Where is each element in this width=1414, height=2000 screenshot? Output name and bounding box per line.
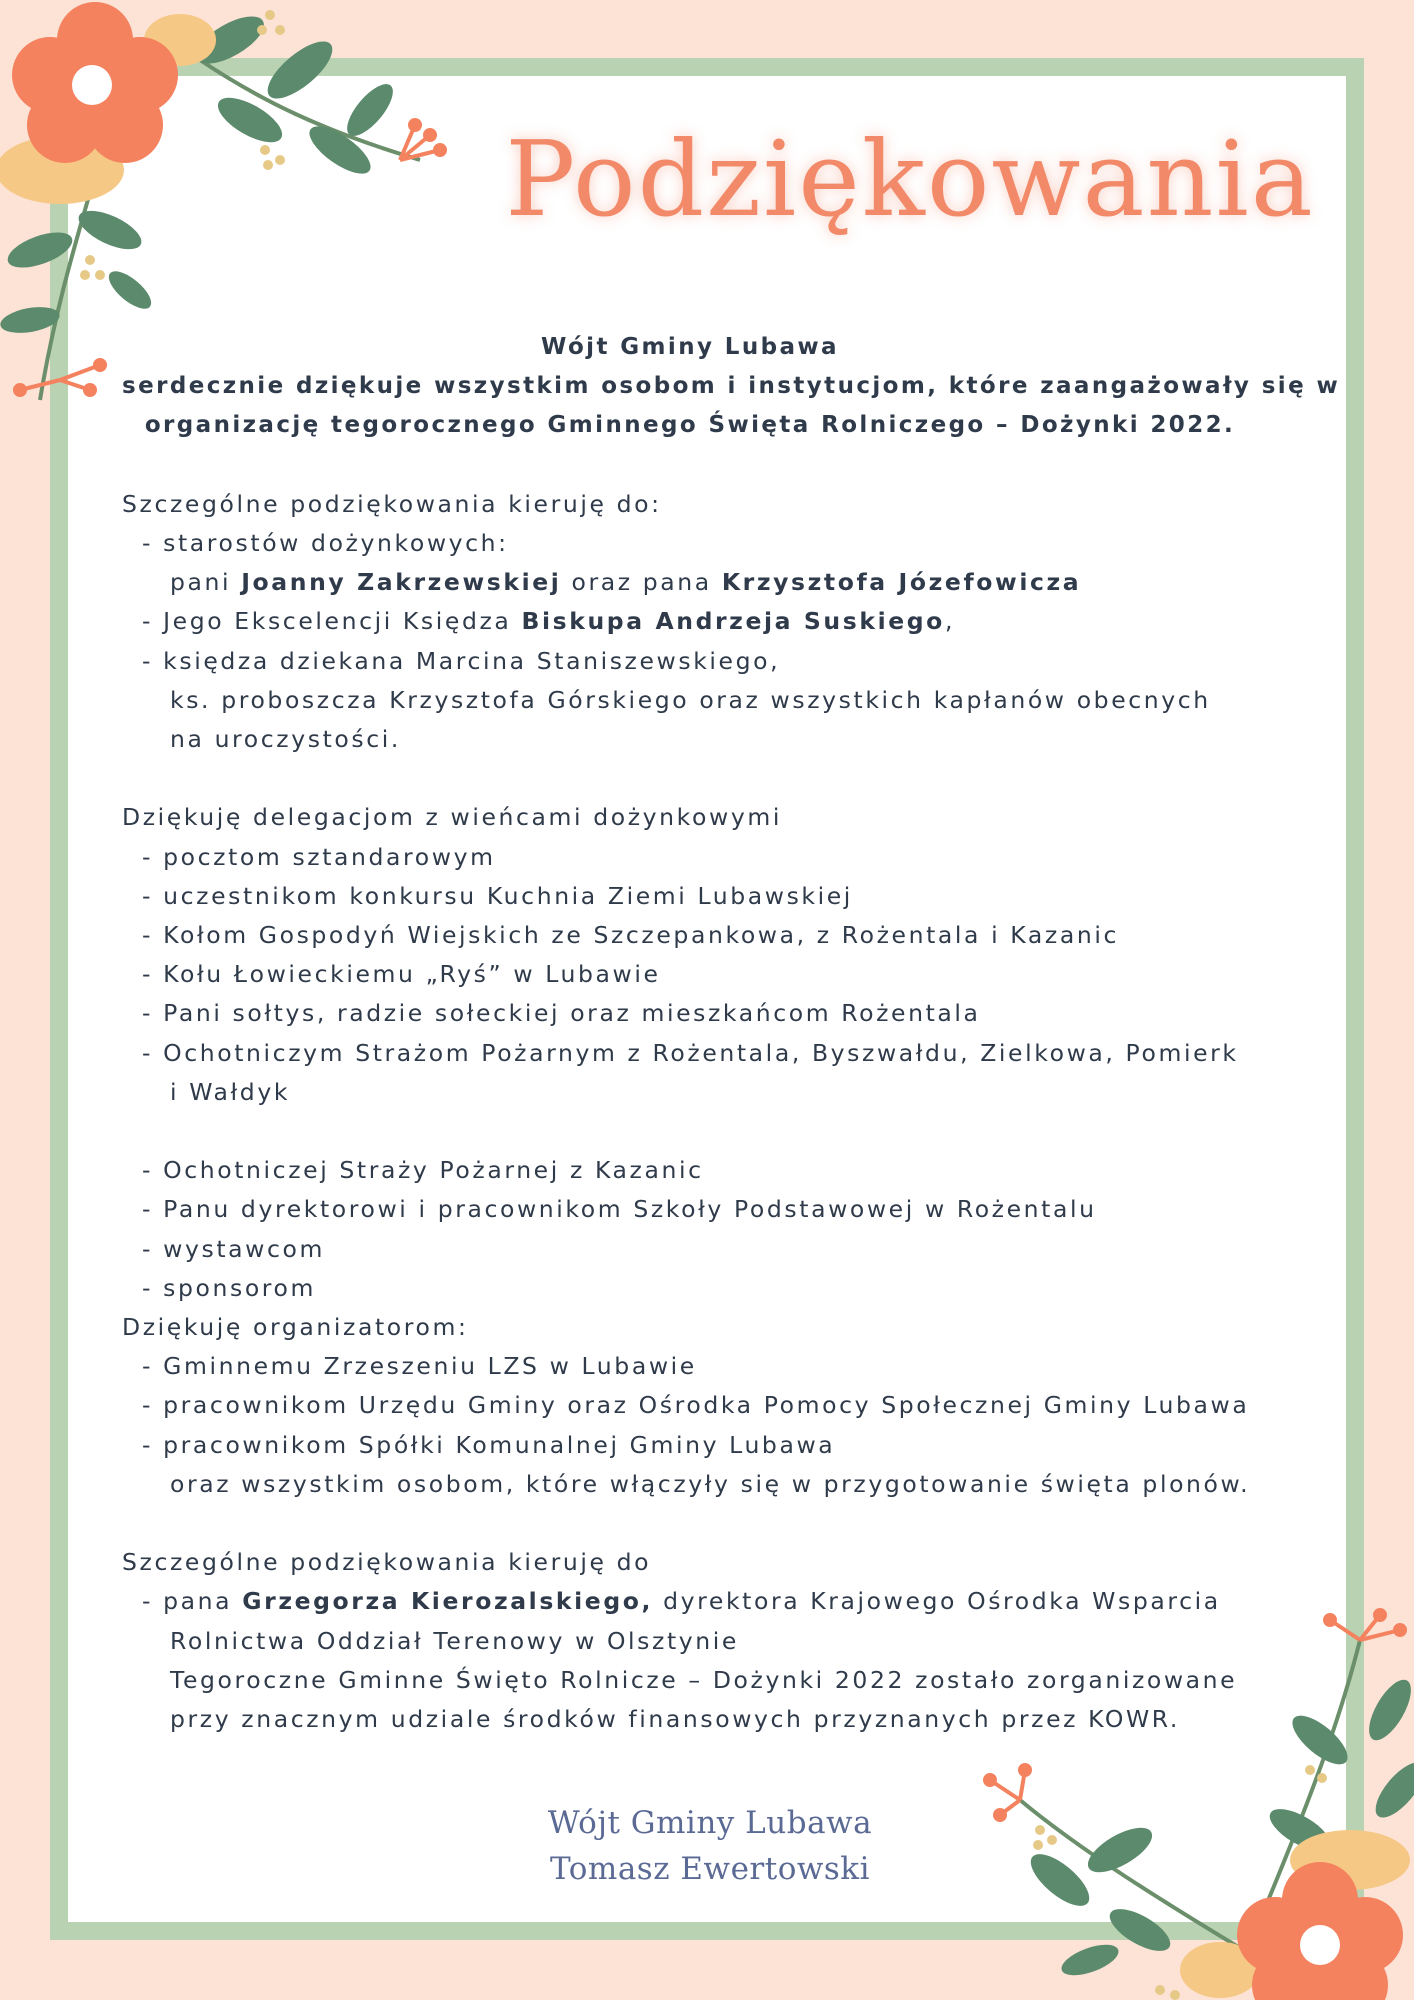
section-heading: Dziękuję delegacjom z wieńcami dożynkowymi <box>122 803 782 832</box>
list-item-continuation: przy znacznym udziale środków finansowych przyznanych przez KOWR. <box>170 1705 1180 1734</box>
list-item: - Kołom Gospodyń Wiejskich ze Szczepankowa, z Rożentala i Kazanic <box>142 921 1119 950</box>
list-item: - Ochotniczej Straży Pożarnej z Kazanic <box>142 1156 704 1185</box>
list-item: - Kołu Łowieckiemu „Ryś” w Lubawie <box>142 960 661 989</box>
letter-body <box>122 328 1341 1739</box>
intro-line: organizację tegorocznego Gminnego Święta Rolniczego – Dożynki 2022. <box>144 412 1236 439</box>
list-item: - pana Grzegorza Kierozalskiego, dyrektora Krajowego Ośrodka Wsparcia <box>142 1587 1221 1616</box>
list-item: - starostów dożynkowych: <box>142 529 509 557</box>
intro-line: serdecznie dziękuje wszystkim osobom i instytucjom, które zaangażowały się w <box>122 373 1341 400</box>
list-item: - Ochotniczym Strażom Pożarnym z Rożentala, Byszwałdu, Zielkowa, Pomierk <box>142 1038 1239 1067</box>
person-name: Krzysztofa Józefowicza <box>721 568 1082 597</box>
list-item-continuation: oraz wszystkim osobom, które włączyły się w przygotowanie święta plonów. <box>170 1469 1251 1498</box>
list-item: - Jego Ekscelencji Księdza Biskupa Andrzeja Suskiego, <box>142 607 956 636</box>
list-item-continuation: i Wałdyk <box>170 1077 291 1106</box>
list-item: - sponsorom <box>142 1273 317 1302</box>
list-item: - pocztom sztandarowym <box>142 842 496 871</box>
list-item-continuation: Tegoroczne Gminne Święto Rolnicze – Dożynki 2022 zostało zorganizowane <box>170 1665 1238 1694</box>
section-heading: Szczególne podziękowania kieruję do <box>122 1548 652 1577</box>
list-item: - księdza dziekana Marcina Staniszewskiego, <box>142 646 781 675</box>
list-item-continuation: pani Joanny Zakrzewskiej oraz pana Krzysztofa Józefowicza <box>170 568 1082 597</box>
section-heading: Dziękuję organizatorom: <box>122 1313 469 1342</box>
section-heading: Szczególne podziękowania kieruję do: <box>122 489 662 518</box>
list-item: - pracownikom Urzędu Gminy oraz Ośrodka Pomocy Społecznej Gminy Lubawa <box>142 1391 1250 1420</box>
list-item-continuation: ks. proboszcza Krzysztofa Górskiego oraz wszystkich kapłanów obecnych <box>170 685 1211 714</box>
list-item-continuation: Rolnictwa Oddział Terenowy w Olsztynie <box>170 1626 739 1655</box>
signature-title: Wójt Gminy Lubawa <box>547 1805 873 1841</box>
person-name: Biskupa Andrzeja Suskiego <box>521 607 945 636</box>
list-item: - Gminnemu Zrzeszeniu LZS w Lubawie <box>142 1352 697 1381</box>
person-name: Joanny Zakrzewskiej <box>241 568 562 597</box>
intro-line: Wójt Gminy Lubawa <box>541 334 839 360</box>
list-item: - uczestnikom konkursu Kuchnia Ziemi Lubawskiej <box>142 881 853 910</box>
list-item: - Panu dyrektorowi i pracownikom Szkoły Podstawowej w Rożentalu <box>142 1195 1097 1224</box>
page-title: Podziękowania <box>505 118 1315 240</box>
signature <box>500 1800 920 1892</box>
signature-name: Tomasz Ewertowski <box>550 1851 870 1887</box>
list-item: - pracownikom Spółki Komunalnej Gminy Lubawa <box>142 1430 836 1459</box>
person-name: Grzegorza Kierozalskiego, <box>242 1587 654 1616</box>
intro <box>122 328 1341 446</box>
list-item: - Pani sołtys, radzie sołeckiej oraz mieszkańcom Rożentala <box>142 999 981 1028</box>
list-item: - wystawcom <box>142 1234 325 1263</box>
list-item-continuation: na uroczystości. <box>170 725 401 754</box>
